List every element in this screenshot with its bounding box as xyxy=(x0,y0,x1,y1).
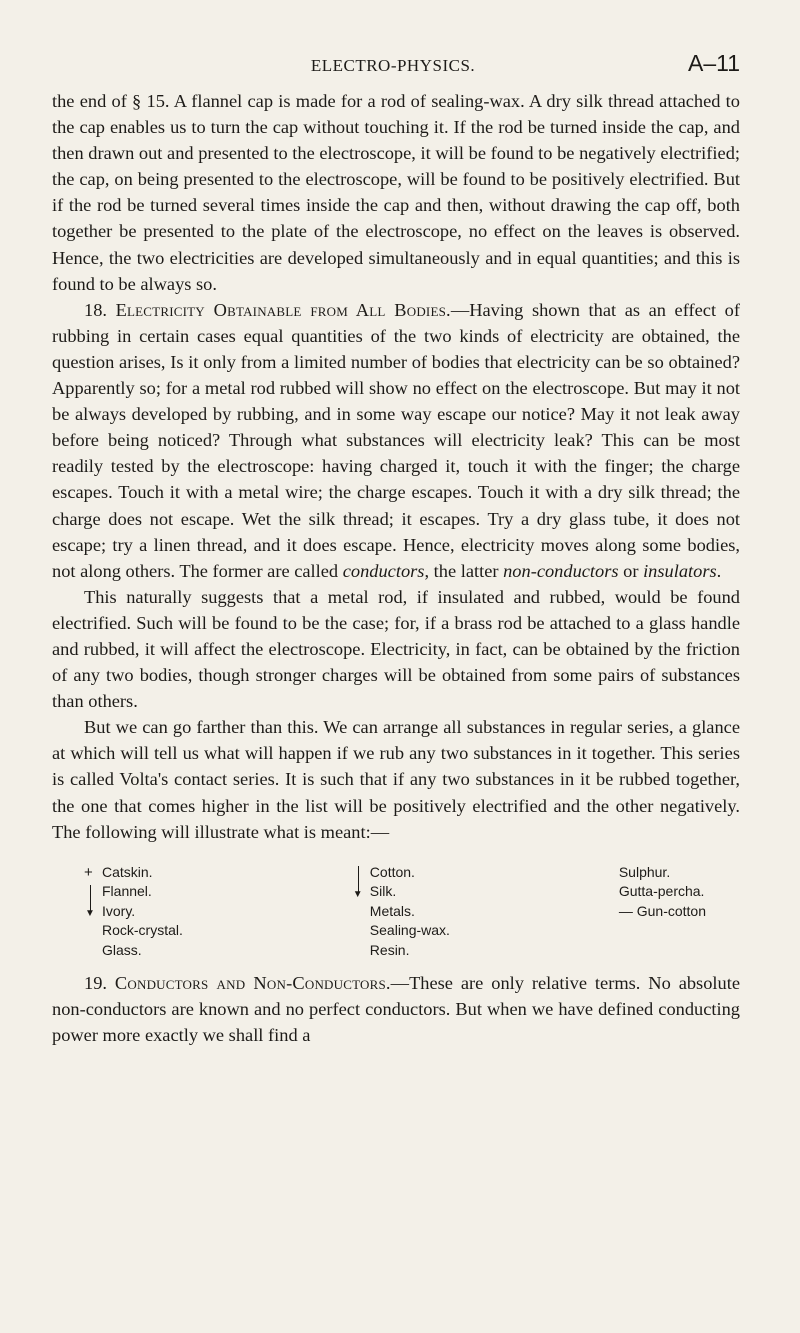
series-column-2 xyxy=(352,863,450,961)
section-19-heading: Conductors and Non-Conductors. xyxy=(114,973,391,994)
section-18-number: 18. xyxy=(84,299,107,320)
series-list-3 xyxy=(619,863,706,961)
arrow-down-icon: ▼ xyxy=(85,907,95,919)
section-19 xyxy=(52,970,740,1048)
running-title: ELECTRO-PHYSICS. xyxy=(310,56,476,75)
paragraph-continuation: the end of § 15. A flannel cap is made for a rod of sealing-wax. A dry silk thread attached to the cap enables us to turn the cap without touching it. If the rod be turned inside the cap, and then drawn out and presented to the electroscope, it will be found to be negatively electrified; the cap, on being presented to the electroscope, will be found to be positively electrified. But if the rod be turned several times inside the cap and then, without drawing the cap off, both together be presented to the plate of the electroscope, no effect on the leaves is observed. Hence, the two electricities are developed simultaneously and in equal quantities; and this is found to be always so. xyxy=(52,91,740,294)
section-18-heading: Electricity Obtainable from All Bodies. xyxy=(115,299,451,320)
list-item: Silk. xyxy=(369,883,397,900)
section-19-number: 19. xyxy=(84,973,107,994)
series-arrow-2 xyxy=(352,863,366,902)
running-header xyxy=(52,0,740,88)
series-arrow-1 xyxy=(84,863,98,921)
list-item: Resin. xyxy=(369,941,410,958)
term-non-conductors: non-conductors xyxy=(503,560,619,581)
series-list-1 xyxy=(102,863,183,961)
page-number: A–11 xyxy=(687,50,740,76)
paragraph-metal-rod: This naturally suggests that a metal rod, if insulated and rubbed, would be found electrified. Such will be found to be the case; for, if a brass rod be attached to a glass handle and rubbed, it will affect the electroscope. Electricity, in fact, can be obtained by the friction of any two bodies, though stronger charges will be obtained from some pairs of substances than others. xyxy=(52,586,740,712)
plus-sign: + xyxy=(84,863,93,881)
list-item: Ivory. xyxy=(102,902,136,919)
list-item: Cotton. xyxy=(369,863,415,880)
list-item-text: Gun-cotton xyxy=(636,902,706,919)
arrow-line-2 xyxy=(358,866,359,892)
series-column-3 xyxy=(619,863,706,961)
section-18-text: —Having shown that as an effect of rubbing in certain cases equal quantities of the two kinds of electricity are obtained, the question arises, Is it only from a limited number of bodies that electricity can be so obtained? Apparently so; for a metal rod rubbed will show no effect on the electroscope. But may it not be always developed by rubbing, and in some way escape our notice? May it not leak away before being noticed? Through what substances will electricity leak? This can be most readily tested by the electroscope: having charged it, touch it with the finger; the charge escapes. Touch it with a metal wire; the charge escapes. Touch it with a dry silk thread; the charge does not escape. Wet the silk thread; it escapes. Try a dry glass tube, it does not escape; try a linen thread, and it does escape. Hence, electricity moves along some bodies, not along others. The former are called xyxy=(52,299,740,581)
list-item: Rock-crystal. xyxy=(102,922,183,939)
list-item: Sulphur. xyxy=(618,863,671,880)
section-18-text-c: or xyxy=(618,560,644,581)
term-insulators: insulators xyxy=(643,560,717,581)
list-item: Metals. xyxy=(369,902,415,919)
list-item: Glass. xyxy=(102,941,142,958)
list-item: Gutta-percha. xyxy=(618,883,705,900)
series-column-1 xyxy=(84,863,183,961)
section-18-text-b: , the latter xyxy=(424,560,504,581)
list-item: Flannel. xyxy=(102,883,152,900)
list-item xyxy=(619,902,706,922)
arrow-line-1 xyxy=(90,885,91,911)
section-18 xyxy=(52,297,740,584)
page-body xyxy=(52,88,740,1049)
term-conductors: conductors xyxy=(342,560,425,581)
section-19-text: —These are only relative terms. No absolute non-conductors are known and no perfect conductors. But when we have defined conducting power more exactly we shall find a xyxy=(52,973,740,1046)
volta-contact-series xyxy=(84,863,706,961)
section-18-text-d: . xyxy=(716,560,722,581)
list-item: Sealing-wax. xyxy=(369,922,450,939)
arrow-down-icon: ▼ xyxy=(352,888,363,900)
minus-sign: — xyxy=(618,902,633,919)
series-list-2 xyxy=(370,863,450,961)
list-item: Catskin. xyxy=(102,863,153,880)
paragraph-volta-series: But we can go farther than this. We can arrange all substances in regular series, a glance at which will tell us what will happen if we rub any two substances in it together. This series is called Volta's contact series. It is such that if any two substances in it be rubbed together, the one that comes higher in the list will be positively electrified and the other negatively. The following will illustrate what is meant:— xyxy=(52,717,740,842)
